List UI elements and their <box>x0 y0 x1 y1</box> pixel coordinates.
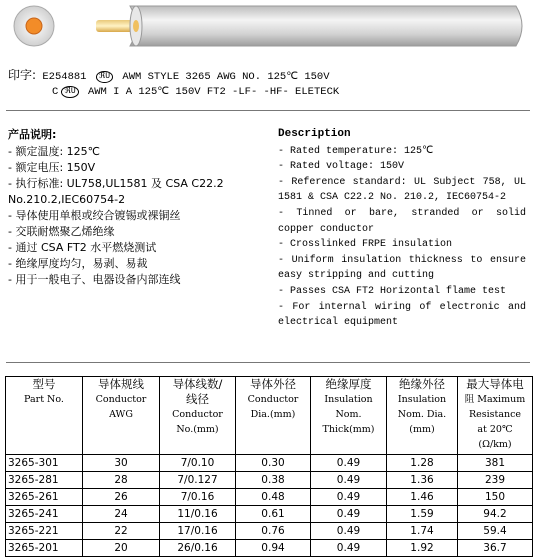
table-body <box>6 455 533 557</box>
description-en-list <box>278 144 526 331</box>
description-cn-item: - 额定电压: 150V <box>8 161 96 174</box>
description-en-item: - Uniform insulation thickness to ensure easy stripping and cutting <box>278 254 526 282</box>
description-cn-item: - 额定温度: 125℃ <box>8 145 101 158</box>
cell-resistance: 150 <box>458 489 533 506</box>
cell-conductor-dia: 0.38 <box>236 472 311 489</box>
cul-recognized-icon: ℜU <box>61 86 78 98</box>
description-cn-list <box>8 144 270 288</box>
cell-conductor-dia: 0.94 <box>236 540 311 557</box>
description-cn-item: - 导体使用单根或绞合镀锡或裸铜丝 <box>8 209 181 222</box>
table-row <box>6 489 533 506</box>
description-en-item: - For internal wiring of electronic and electrical equipment <box>278 301 526 329</box>
cell-awg: 30 <box>83 455 160 472</box>
cell-awg: 20 <box>83 540 160 557</box>
cell-resistance: 381 <box>458 455 533 472</box>
table-row <box>6 523 533 540</box>
cell-awg: 22 <box>83 523 160 540</box>
cable-illustration <box>0 0 536 60</box>
description-cn-item: - 用于一般电子、电器设备内部连线 <box>8 273 181 286</box>
cell-strand: 7/0.127 <box>160 472 236 489</box>
cell-conductor-dia: 0.76 <box>236 523 311 540</box>
cell-awg: 24 <box>83 506 160 523</box>
cell-part-no: 3265-221 <box>6 523 83 540</box>
cell-insulation-dia: 1.36 <box>387 472 458 489</box>
cell-resistance: 59.4 <box>458 523 533 540</box>
specification-table <box>5 376 533 557</box>
header-part-no: 型号 Part No. <box>6 377 83 455</box>
description-en-item: - Passes CSA FT2 Horizontal flame test <box>278 285 507 297</box>
cell-insulation-dia: 1.59 <box>387 506 458 523</box>
cell-conductor-dia: 0.48 <box>236 489 311 506</box>
marking-label: 印字: <box>8 68 37 82</box>
table-row <box>6 472 533 489</box>
cell-strand: 17/0.16 <box>160 523 236 540</box>
marking-c-prefix: C <box>52 86 59 98</box>
description-cn-item: - 绝缘厚度均匀，易剥、易裁 <box>8 257 148 270</box>
cable-side-view <box>96 6 522 46</box>
cell-part-no: 3265-281 <box>6 472 83 489</box>
cell-part-no: 3265-201 <box>6 540 83 557</box>
header-insulation-thick: 绝缘厚度 Insulation Nom. Thick(mm) <box>311 377 387 455</box>
cell-resistance: 239 <box>458 472 533 489</box>
cell-awg: 26 <box>83 489 160 506</box>
description-cn-title: 产品说明: <box>8 128 57 141</box>
header-conductor-awg: 导体规线 Conductor AWG <box>83 377 160 455</box>
cell-insulation-dia: 1.28 <box>387 455 458 472</box>
cell-insulation-thick: 0.49 <box>311 506 387 523</box>
cell-conductor-dia: 0.30 <box>236 455 311 472</box>
description-en-item: - Reference standard: UL Subject 758, UL 1581 & CSA C22.2 No. 210.2, IEC60754-2 <box>278 176 526 204</box>
header-max-resistance: 最大导体电 阻 Maximum Resistance at 20℃ (Ω/km) <box>458 377 533 455</box>
ul-recognized-icon: ℜU <box>96 71 113 83</box>
cell-insulation-thick: 0.49 <box>311 472 387 489</box>
table-header-row <box>6 377 533 455</box>
cell-insulation-thick: 0.49 <box>311 455 387 472</box>
divider-top <box>6 110 530 111</box>
cell-strand: 11/0.16 <box>160 506 236 523</box>
table-row <box>6 506 533 523</box>
description-cn-item: - 交联耐燃聚乙烯绝缘 <box>8 225 115 238</box>
description-en-item: - Crosslinked FRPE insulation <box>278 239 453 251</box>
cell-insulation-thick: 0.49 <box>311 540 387 557</box>
cell-strand: 26/0.16 <box>160 540 236 557</box>
cell-awg: 28 <box>83 472 160 489</box>
cell-insulation-dia: 1.92 <box>387 540 458 557</box>
table-row <box>6 540 533 557</box>
divider-bottom <box>6 362 530 363</box>
marking-text-2: AWM I A 125℃ 150V FT2 -LF- -HF- ELETECK <box>87 86 340 98</box>
cell-resistance: 94.2 <box>458 506 533 523</box>
cell-strand: 7/0.16 <box>160 489 236 506</box>
description-en-item: - Tinned or bare, stranded or solid copper conductor <box>278 207 526 235</box>
cable-cross-section <box>14 6 54 46</box>
cell-insulation-thick: 0.49 <box>311 523 387 540</box>
description-en-title: Description <box>278 128 351 140</box>
marking-file-number: E254881 <box>42 71 87 83</box>
description-en-item: - Rated voltage: 150V <box>278 161 405 173</box>
header-conductor-no: 导体线数/ 线径 Conductor No.(mm) <box>160 377 236 455</box>
cell-part-no: 3265-241 <box>6 506 83 523</box>
description-cn-item: - 执行标准: UL758,UL1581 及 CSA C22.2 No.210.2,IEC60754-2 <box>8 177 224 206</box>
cell-insulation-dia: 1.46 <box>387 489 458 506</box>
cell-insulation-thick: 0.49 <box>311 489 387 506</box>
description-cn-item: - 通过 CSA FT2 水平燃烧测试 <box>8 241 157 254</box>
header-insulation-dia: 绝缘外径 Insulation Nom. Dia. (mm) <box>387 377 458 455</box>
cell-part-no: 3265-301 <box>6 455 83 472</box>
cell-insulation-dia: 1.74 <box>387 523 458 540</box>
cell-strand: 7/0.10 <box>160 455 236 472</box>
description-en-item: - Rated temperature: 125℃ <box>278 145 434 157</box>
cell-conductor-dia: 0.61 <box>236 506 311 523</box>
print-marking-line-1 <box>8 66 330 83</box>
marking-text-1: AWM STYLE 3265 AWG NO. 125℃ 150V <box>122 71 330 83</box>
print-marking-line-2 <box>52 85 339 98</box>
cell-resistance: 36.7 <box>458 540 533 557</box>
description-chinese <box>8 127 270 288</box>
cell-part-no: 3265-261 <box>6 489 83 506</box>
description-english <box>278 127 526 331</box>
header-conductor-dia: 导体外径 Conductor Dia.(mm) <box>236 377 311 455</box>
table-row <box>6 455 533 472</box>
